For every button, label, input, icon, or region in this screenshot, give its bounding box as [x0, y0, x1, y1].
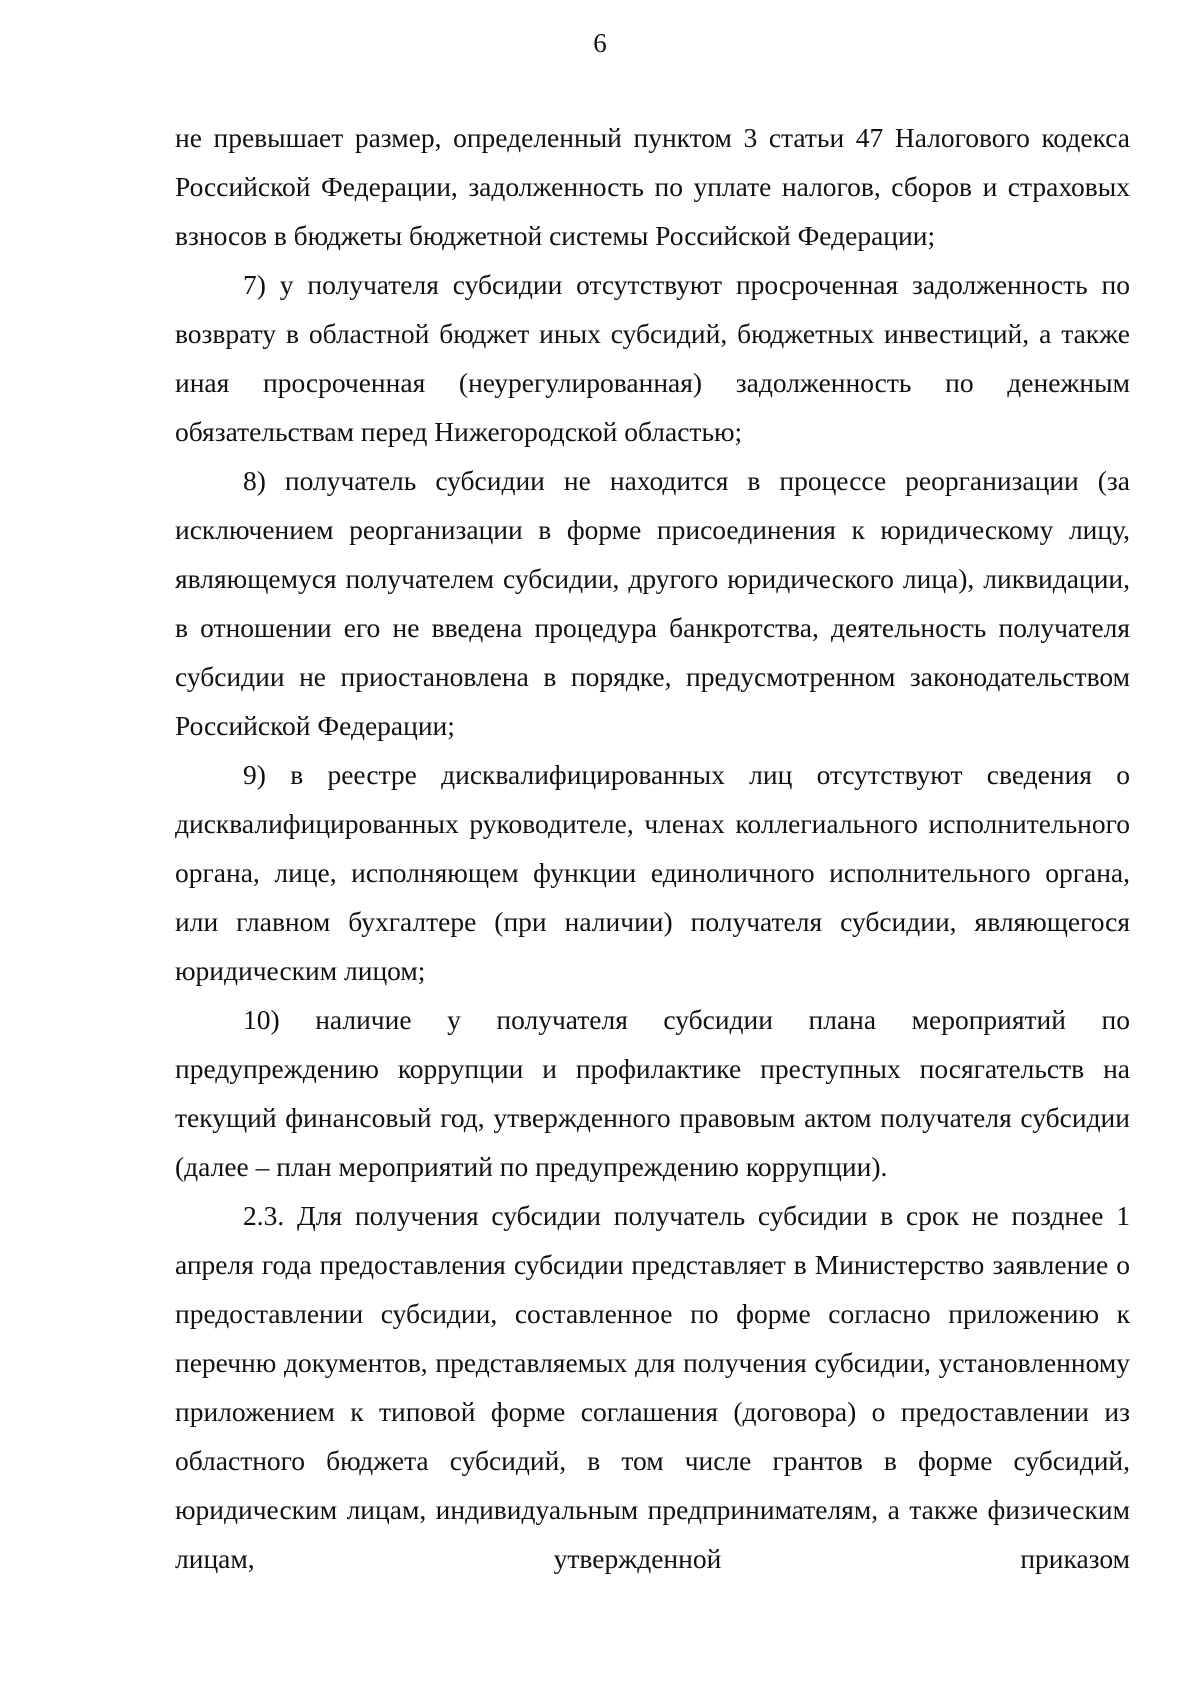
page-number: 6: [593, 28, 607, 58]
paragraph-continuation: не превышает размер, определенный пунктом 3 статьи 47 Налогового кодекса Российской Федерации, задолженность по уплате налогов, сборов и страховых взносов в бюджеты бюджетной системы Российской Федерации;: [175, 122, 1130, 251]
paragraph-item-7: 7) у получателя субсидии отсутствуют просроченная задолженность по возврату в областной бюджет иных субсидий, бюджетных инвестиций, а также иная просроченная (неурегулированная) задолженность по денежным обязательствам перед Нижегородской областью;: [175, 269, 1130, 447]
paragraph-item-9: 9) в реестре дисквалифицированных лиц отсутствуют сведения о дисквалифицированных руководителе, членах коллегиального исполнительного органа, лице, исполняющем функции единоличного исполнительного органа, или главном бухгалтере (при наличии) получателя субсидии, являющегося юридическим лицом;: [175, 759, 1130, 986]
paragraph-item-8: 8) получатель субсидии не находится в процессе реорганизации (за исключением реорганизации в форме присоединения к юридическому лицу, являющемуся получателем субсидии, другого юридического лица), ликвидации, в отношении его не введена процедура банкротства, деятельность получателя субсидии не приостановлена в порядке, предусмотренном законодательством Российской Федерации;: [175, 465, 1130, 741]
document-body: [175, 113, 1130, 1583]
paragraph-item-10: 10) наличие у получателя субсидии плана мероприятий по предупреждению коррупции и профилактике преступных посягательств на текущий финансовый год, утвержденного правовым актом получателя субсидии (далее – план мероприятий по предупреждению коррупции).: [175, 1004, 1130, 1182]
paragraph-section-2-3: 2.3. Для получения субсидии получатель субсидии в срок не позднее 1 апреля года предоставления субсидии представляет в Министерство заявление о предоставлении субсидии, составленное по форме согласно приложению к перечню документов, представляемых для получения субсидии, установленному приложением к типовой форме соглашения (договора) о предоставлении из областного бюджета субсидий, в том числе грантов в форме субсидий, юридическим лицам, индивидуальным предпринимателям, а также физическим лицам, утвержденной приказом: [175, 1200, 1130, 1574]
